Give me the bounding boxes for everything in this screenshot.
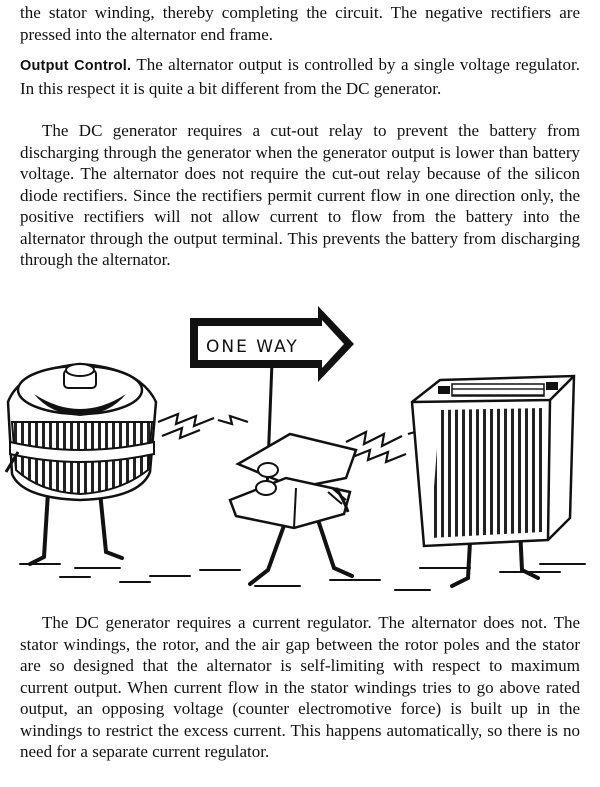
- section-heading-output-control: Output Control.: [20, 58, 132, 74]
- alternator-character: [6, 364, 156, 564]
- rectifier-character: [230, 434, 356, 584]
- paragraph-output-control: [20, 54, 580, 99]
- paragraph-cutout-relay: The DC generator requires a cut-out relay to prevent the battery from discharging through the generator when the generator output is lower than battery voltage. The alternator does not require the cut-out relay because of the silicon diode rectifiers. Since the rectifiers permit current flow in one direction only, the positive rectifiers will not allow current to flow from the battery into the alternator through the output terminal. This prevents the battery from discharging through the alternator.: [20, 121, 580, 269]
- one-way-sign-text: ONE WAY: [206, 337, 299, 357]
- output-control-text: The alternator output is controlled by a single voltage regulator. In this respect it is quite a bit different from the DC generator.: [20, 55, 580, 98]
- paragraph-current-regulator: The DC generator requires a current regulator. The alternator does not. The stator windings, the rotor, and the air gap between the rotor poles and the stator are so designed that the alternator is self-limiting with respect to maximum current output. When current flow in the stator windings tries to go above rated output, an opposing voltage (counter electromotive force) is built up in the windings to restrict the excess current. This happens automatically, so there is no need for a separate current regulator.: [20, 613, 580, 761]
- paragraph-run-on: the stator winding, thereby completing the circuit. The negative rectifiers are pressed into the alternator end frame.: [20, 3, 580, 44]
- ground-lines: [20, 564, 585, 590]
- one-way-cartoon-illustration: [0, 302, 600, 602]
- battery-character: [412, 376, 574, 586]
